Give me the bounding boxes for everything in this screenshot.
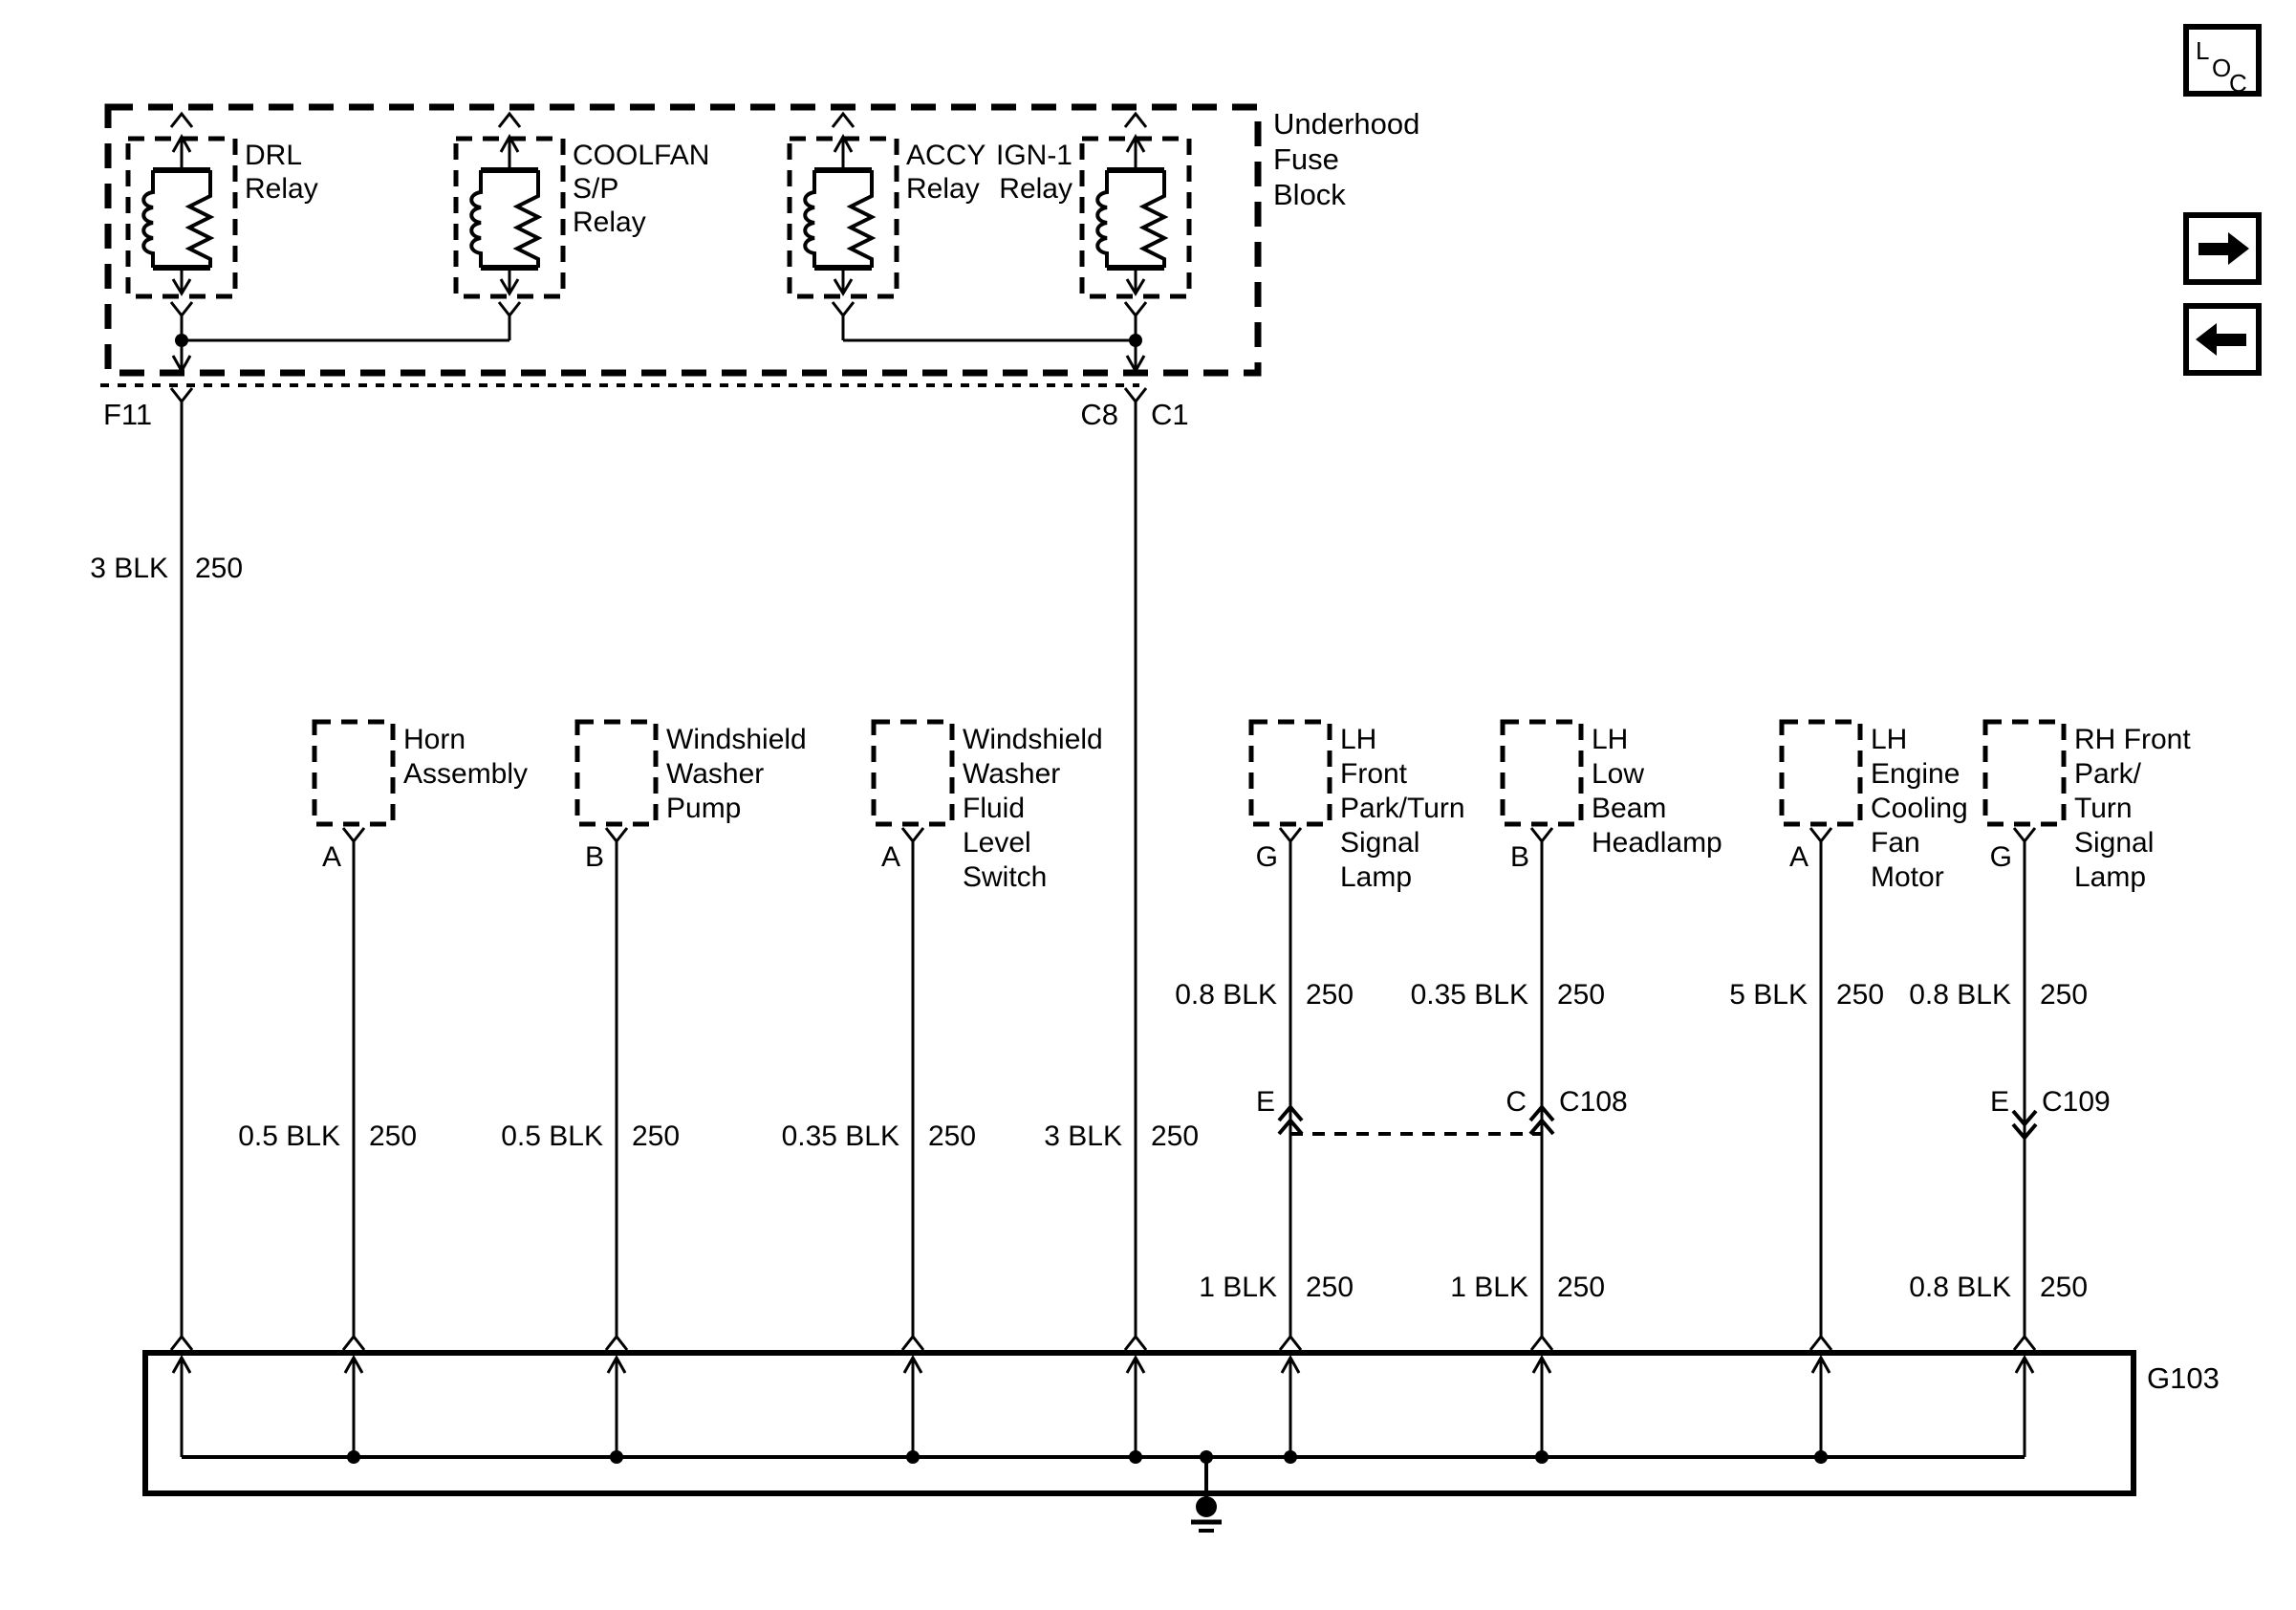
relay-label-line: DRL <box>245 140 303 171</box>
wire-gauge-label: 3 BLK <box>1044 1120 1122 1152</box>
horn-assembly <box>314 722 528 873</box>
loc-letter-o: O <box>2212 54 2232 82</box>
connector-chevron-icon <box>171 302 192 315</box>
fuse-block-title-line: Fuse <box>1273 142 1339 176</box>
ground-stud-icon <box>1196 1496 1217 1517</box>
fuse-block-title-line: Underhood <box>1273 107 1420 141</box>
component-box <box>874 722 952 824</box>
forward-button[interactable] <box>2186 215 2259 282</box>
lh-engine-cooling-fan-motor <box>1782 722 1968 893</box>
wire-circuit-label: 250 <box>1306 979 1354 1011</box>
loc-letter-l: L <box>2196 36 2210 65</box>
connector-pin-label: E <box>1989 1086 2009 1118</box>
wire-gauge-label: 0.35 BLK <box>1410 979 1528 1011</box>
pin-label: A <box>1788 841 1809 873</box>
component-label-line: Engine <box>1871 758 1960 790</box>
component-box <box>1251 722 1330 824</box>
pin-label: G <box>1989 841 2012 873</box>
connector-chevron-icon <box>2014 1337 2035 1350</box>
connector-chevron-icon <box>902 1337 923 1350</box>
component-box <box>1985 722 2064 824</box>
relay-label-line: IGN-1 <box>995 140 1072 171</box>
chevron-up-icon <box>499 114 520 127</box>
chevron-up-icon <box>171 114 192 127</box>
wire-labels <box>90 553 2088 1303</box>
loc-letter-c: C <box>2229 69 2247 98</box>
junction-dot <box>1284 1450 1297 1464</box>
wire-circuit-label: 250 <box>632 1120 681 1152</box>
arrow-left-icon <box>2196 323 2217 356</box>
ground-name-label: G103 <box>2147 1361 2220 1395</box>
component-label-line: Windshield <box>666 724 807 755</box>
relay-label-line: ACCY <box>906 140 986 171</box>
component-label-line: Pump <box>666 793 742 824</box>
wire-gauge-label: 0.8 BLK <box>1909 1272 2011 1303</box>
pin-label: B <box>584 841 604 873</box>
component-label-line: Cooling <box>1871 793 1968 824</box>
component-label-line: Front <box>1340 758 1408 790</box>
windshield-washer-pump <box>577 722 807 873</box>
ground-wires <box>182 402 2025 1337</box>
ground-box <box>145 1353 2134 1493</box>
component-label-line: LH <box>1592 724 1629 755</box>
connector-pin-label: E <box>1255 1086 1275 1118</box>
component-label-line: Lamp <box>2074 861 2147 893</box>
wire-gauge-label: 5 BLK <box>1729 979 1808 1011</box>
relay-coil-icon <box>805 170 814 268</box>
loc-button[interactable] <box>2186 27 2259 98</box>
wire-gauge-label: 0.5 BLK <box>238 1120 340 1152</box>
junction-dot <box>610 1450 623 1464</box>
wire-gauge-label: 0.8 BLK <box>1175 979 1277 1011</box>
component-label-line: Beam <box>1592 793 1667 824</box>
component-label-line: Low <box>1592 758 1645 790</box>
relay-label-line: S/P <box>573 173 619 205</box>
connector-chevron-icon <box>2014 828 2035 841</box>
connector-chevron-icon <box>1531 1337 1552 1350</box>
wire-circuit-label: 250 <box>1151 1120 1200 1152</box>
connector-chevron-icon <box>1531 828 1552 841</box>
wire-circuit-label: 250 <box>928 1120 977 1152</box>
relay-coil-icon <box>1097 170 1107 268</box>
relay-label-line: COOLFAN <box>573 140 710 171</box>
component-box <box>314 722 393 824</box>
underhood-fuse-block <box>100 107 1419 431</box>
connector-c109 <box>1990 1086 2111 1138</box>
lh-low-beam-headlamp <box>1503 722 1722 873</box>
relay-label-line: Relay <box>573 207 646 238</box>
pin-label: A <box>321 841 341 873</box>
component-label-line: Windshield <box>963 724 1103 755</box>
junction-dot <box>1814 1450 1828 1464</box>
component-box <box>577 722 656 824</box>
connector-chevron-icon <box>1280 828 1301 841</box>
connector-chevron-icon <box>499 302 520 315</box>
connector-chevron-icon <box>902 828 923 841</box>
wire-circuit-label: 250 <box>1557 979 1606 1011</box>
drl-relay <box>128 114 318 340</box>
wire-gauge-label: 0.8 BLK <box>1909 979 2011 1011</box>
connector-pin-label: C <box>1505 1086 1527 1118</box>
connector-chevron-icon <box>171 1337 192 1350</box>
wire-circuit-label: 250 <box>1306 1272 1354 1303</box>
terminal-c1-label: C1 <box>1151 398 1189 431</box>
component-label-line: Assembly <box>403 758 529 790</box>
wire-gauge-label: 0.5 BLK <box>501 1120 603 1152</box>
connector-chevron-icon <box>833 302 854 315</box>
component-label-line: Turn <box>2074 793 2133 824</box>
relay-label-line: Relay <box>999 173 1072 205</box>
rh-front-park-turn-signal-lamp <box>1985 722 2191 893</box>
junction-dot <box>906 1450 920 1464</box>
connector-name-label: C109 <box>2042 1086 2111 1118</box>
relay-resistor-icon <box>1143 170 1164 268</box>
relay-coil-icon <box>143 170 153 268</box>
component-label-line: Horn <box>403 724 466 755</box>
wire-gauge-label: 1 BLK <box>1199 1272 1277 1303</box>
connector-chevron-icon <box>1810 1337 1831 1350</box>
lh-front-park-turn-signal-lamp <box>1251 722 1465 893</box>
component-label-line: Signal <box>2074 827 2155 859</box>
wire-circuit-label: 250 <box>2040 1272 2089 1303</box>
arrow-right-icon <box>2228 232 2249 265</box>
relay-label-line: Relay <box>245 173 318 205</box>
connector-chevron-icon <box>606 828 627 841</box>
wire-circuit-label: 250 <box>195 553 244 584</box>
connector-chevron-icon <box>343 1337 364 1350</box>
terminal-f11-label: F11 <box>103 398 153 431</box>
connector-chevron-icon <box>1280 1337 1301 1350</box>
relay-coil-icon <box>471 170 481 268</box>
junction-dot <box>1129 1450 1142 1464</box>
component-label-line: Motor <box>1871 861 1944 893</box>
component-label-line: Washer <box>666 758 765 790</box>
wire-circuit-label: 250 <box>369 1120 418 1152</box>
component-box <box>1503 722 1581 824</box>
component-label-line: Park/Turn <box>1340 793 1465 824</box>
wire-circuit-label: 250 <box>2040 979 2089 1011</box>
chevron-up-icon <box>833 114 854 127</box>
chevron-up-icon <box>1125 114 1146 127</box>
component-label-line: Signal <box>1340 827 1420 859</box>
relay-label-line: Relay <box>906 173 980 205</box>
ground-block-g103 <box>145 1337 2220 1531</box>
relay-resistor-icon <box>851 170 872 268</box>
connector-chevron-icon <box>606 1337 627 1350</box>
connector-chevron-icon <box>171 388 192 402</box>
connector-chevron-icon <box>1810 828 1831 841</box>
arrow-right-icon <box>2199 243 2229 255</box>
connector-chevron-icon <box>1125 1337 1146 1350</box>
junction-dot <box>1535 1450 1549 1464</box>
component-label-line: Level <box>963 827 1031 859</box>
component-label-line: Fan <box>1871 827 1920 859</box>
pin-label: B <box>1509 841 1529 873</box>
wire-circuit-label: 250 <box>1836 979 1885 1011</box>
component-label-line: LH <box>1340 724 1377 755</box>
terminal-c8-label: C8 <box>1080 398 1118 431</box>
junction-dot <box>347 1450 360 1464</box>
pin-label: G <box>1255 841 1278 873</box>
component-label-line: LH <box>1871 724 1908 755</box>
coolfan-sp-relay <box>456 114 709 340</box>
wire-gauge-label: 1 BLK <box>1450 1272 1528 1303</box>
component-label-line: Washer <box>963 758 1061 790</box>
ign1-relay <box>996 114 1189 340</box>
connector-c108 <box>1256 1086 1628 1134</box>
component-label-line: Switch <box>963 861 1048 893</box>
wire-circuit-label: 250 <box>1557 1272 1606 1303</box>
component-label-line: Fluid <box>963 793 1026 824</box>
connector-name-label: C108 <box>1559 1086 1628 1118</box>
connector-chevron-icon <box>343 828 364 841</box>
component-label-line: Headlamp <box>1592 827 1722 859</box>
wire-gauge-label: 3 BLK <box>90 553 168 584</box>
connector-chevron-icon <box>1125 302 1146 315</box>
wire-gauge-label: 0.35 BLK <box>781 1120 899 1152</box>
component-label-line: Park/ <box>2074 758 2142 790</box>
relay-resistor-icon <box>189 170 210 268</box>
component-label-line: Lamp <box>1340 861 1413 893</box>
accy-relay <box>790 114 986 340</box>
back-button[interactable] <box>2186 306 2259 373</box>
windshield-washer-fluid-level-switch <box>874 722 1103 893</box>
fuse-block-title-line: Block <box>1273 178 1346 211</box>
component-label-line: RH Front <box>2074 724 2191 755</box>
arrow-left-icon <box>2216 334 2246 346</box>
component-box <box>1782 722 1860 824</box>
relay-resistor-icon <box>517 170 538 268</box>
pin-label: A <box>880 841 900 873</box>
connector-chevron-icon <box>1125 388 1146 402</box>
